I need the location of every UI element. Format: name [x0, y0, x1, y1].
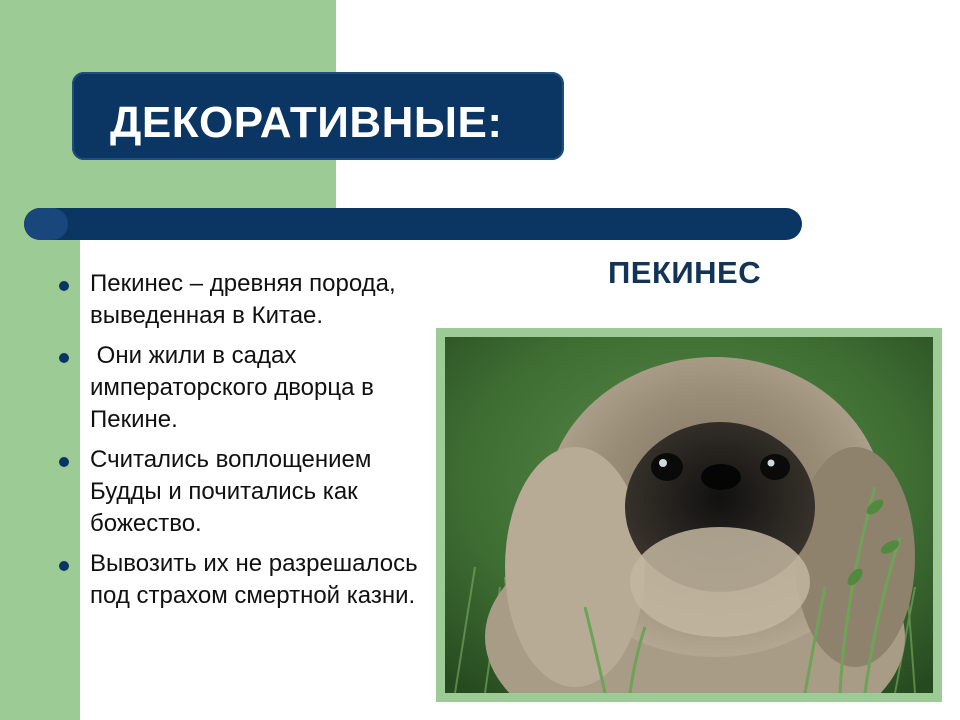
bullet-item: [56, 444, 428, 540]
slide-title: ДЕКОРАТИВНЫЕ:: [110, 98, 503, 147]
bullet-item: [56, 548, 428, 612]
pekingese-illustration: [445, 337, 933, 693]
bullet-text: Считались воплощением Будды и почитались как божество.: [90, 446, 372, 537]
bullet-dot-icon: [59, 353, 69, 363]
bullet-item: [56, 340, 428, 436]
divider-bar-cap: [24, 208, 68, 240]
bullet-dot-icon: [59, 281, 69, 291]
bullet-text: Вывозить их не разрешалось под страхом смертной казни.: [90, 550, 418, 609]
bullet-dot-icon: [59, 561, 69, 571]
bullet-list: [56, 268, 428, 620]
bullet-text: Они жили в садах императорского дворца в Пекине.: [90, 342, 381, 433]
divider-bar: [24, 208, 802, 240]
bullet-item: [56, 268, 428, 332]
slide-subtitle: ПЕКИНЕС: [608, 255, 762, 290]
pekingese-photo: [445, 337, 933, 693]
bullet-dot-icon: [59, 457, 69, 467]
bullet-text: Пекинес – древняя порода, выведенная в Китае.: [90, 270, 396, 329]
